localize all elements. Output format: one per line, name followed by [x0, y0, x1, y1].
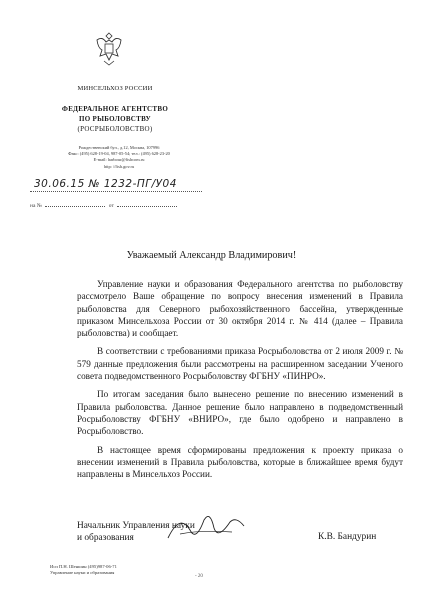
letter-body	[77, 278, 403, 486]
executor-footer	[50, 564, 117, 577]
reference-dots	[45, 206, 105, 207]
paragraph-1: Управление науки и образования Федерального агентства по рыболовству рассмотрело Ваше обращение по вопросу внесения изменений в Правила рыболовства для Северного рыбохозяйственного бассейна, утвержденные приказом Минсельхоза России от 30 октября 2014 г. № 414 (далее – Правила рыболовства) и сообщает.	[77, 279, 403, 339]
agency-contacts	[44, 145, 194, 170]
contact-website: http: //fish.gov.ru	[103, 163, 135, 169]
reference-label: на №	[30, 203, 43, 209]
signatory-name: К.В. Бандурин	[318, 532, 377, 542]
signatory-title	[77, 520, 195, 544]
agency-name-block	[60, 104, 170, 134]
signatory-title-line1: Начальник Управления науки	[77, 521, 195, 531]
executor-contact: Исп П.Н. Шеншин (495)987-06-71	[50, 564, 117, 569]
contact-email: E-mail: harbour@fishcom.ru	[93, 157, 145, 163]
ministry-name: МИНСЕЛЬХОЗ РОССИИ	[77, 85, 153, 92]
agency-abbreviation: (РОСРЫБОЛОВСТВО)	[77, 125, 153, 133]
handwritten-date-number: 30.06.15 № 1232-ПГ/У04	[34, 178, 177, 190]
registration-underline	[30, 191, 202, 192]
signatory-title-line2: и образования	[77, 533, 134, 543]
paragraph-2: В соответствии с требованиями приказа Росрыболовства от 2 июля 2009 г. № 579 данные предложения были рассмотрены на расширенном заседании Ученого совета подведомственного Росрыболовству ФГБНУ «ПИНРО».	[77, 346, 403, 382]
reference-from: от	[108, 203, 114, 209]
agency-name-line1: ФЕДЕРАЛЬНОЕ АГЕНТСТВО	[61, 105, 169, 113]
contact-phones: Факс: (495) 628-19-04, 987-05-54; тел.: (495) 628-23-20	[68, 151, 170, 157]
reference-line	[30, 203, 210, 209]
contact-address: Рождественский бул., д.12, Москва, 107996	[78, 145, 160, 150]
coat-of-arms-emblem	[92, 30, 126, 68]
paragraph-3: По итогам заседания было вынесено решение по внесению изменений в Правила рыболовства. Данное решение было направлено в подведомственный Росрыболовству ФГБНУ «ВНИРО», где было одобрено и направлено в Росрыболовство.	[77, 389, 403, 437]
paragraph-4: В настоящее время сформированы предложения к проекту приказа о внесении изменений в Правила рыболовства, которые в ближайшее время будут направлены в Минсельхоз России.	[77, 444, 403, 480]
agency-name-line2: ПО РЫБОЛОВСТВУ	[79, 115, 151, 123]
registration-number	[30, 178, 210, 196]
executor-department: Управление науки и образования	[50, 570, 115, 576]
reference-dots-2	[117, 206, 177, 207]
page-mark: - 20	[195, 574, 203, 579]
greeting: Уважаемый Александр Владимирович!	[126, 250, 297, 261]
